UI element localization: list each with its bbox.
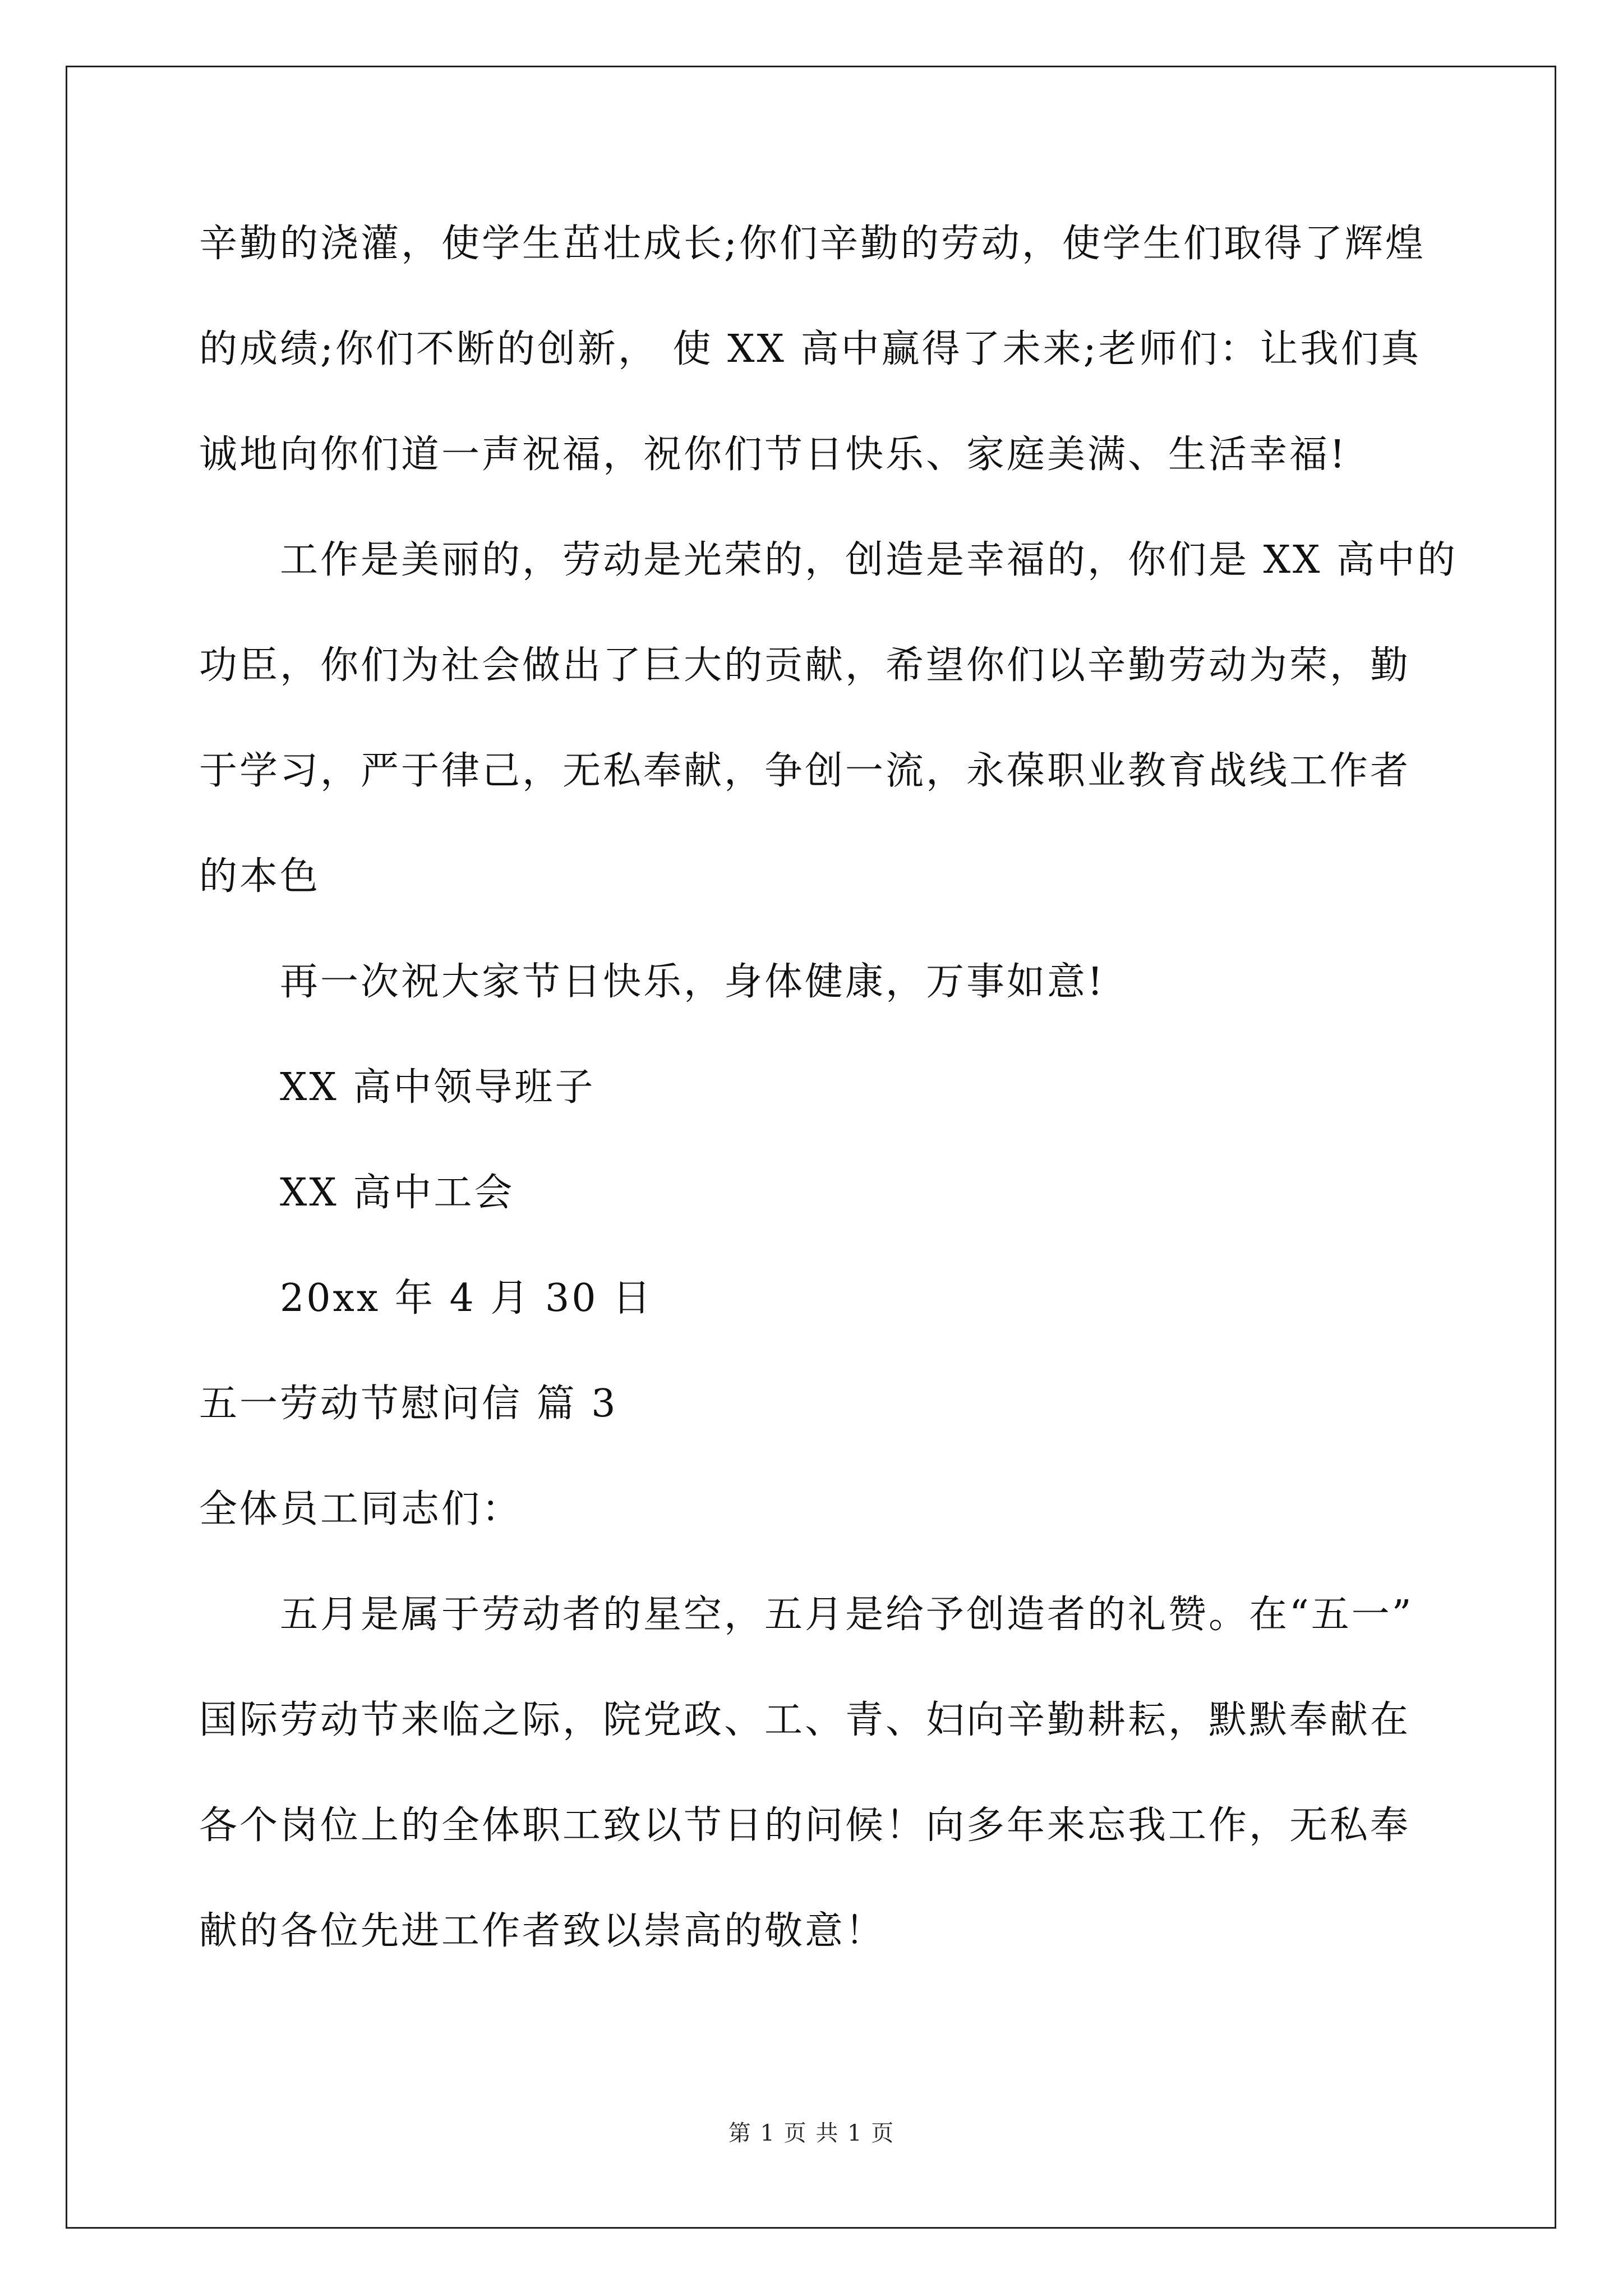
text-line: 于学习，严于律己，无私奉献，争创一流，永葆职业教育战线工作者 [199,749,1411,793]
text-line: 献的各位先进工作者致以崇高的敬意！ [199,1909,886,1953]
text-line: 工作是美丽的，劳动是光荣的，创造是幸福的，你们是 XX 高中的 [280,538,1458,582]
page-border [66,66,1556,2229]
text-line: 五月是属于劳动者的星空，五月是给予创造者的礼赞。在“五一” [280,1593,1414,1637]
section-title: 五一劳动节慰问信 篇 3 [199,1382,618,1426]
page-footer: 第 1 页 共 1 页 [728,2120,895,2146]
text-line: 功臣，你们为社会做出了巨大的贡献，希望你们以辛勤劳动为荣，勤 [199,643,1411,688]
text-line: 辛勤的浇灌，使学生茁壮成长;你们辛勤的劳动，使学生们取得了辉煌 [199,222,1426,266]
salutation: 全体员工同志们： [199,1487,523,1531]
text-line: 诚地向你们道一声祝福，祝你们节日快乐、家庭美满、生活幸福! [199,432,1348,477]
closing-wish: 再一次祝大家节日快乐，身体健康，万事如意! [280,960,1105,1004]
signature-leadership: XX 高中领导班子 [280,1065,596,1110]
text-line: 的本色 [199,854,321,899]
signature-union: XX 高中工会 [280,1171,515,1215]
letter-date: 20xx 年 4 月 30 日 [280,1276,653,1320]
text-line: 的成绩;你们不断的创新， 使 XX 高中赢得了未来;老师们：让我们真 [199,327,1422,371]
text-line: 国际劳动节来临之际，院党政、工、青、妇向辛勤耕耘，默默奉献在 [199,1698,1411,1742]
text-line: 各个岗位上的全体职工致以节日的问候！向多年来忘我工作，无私奉 [199,1803,1411,1848]
